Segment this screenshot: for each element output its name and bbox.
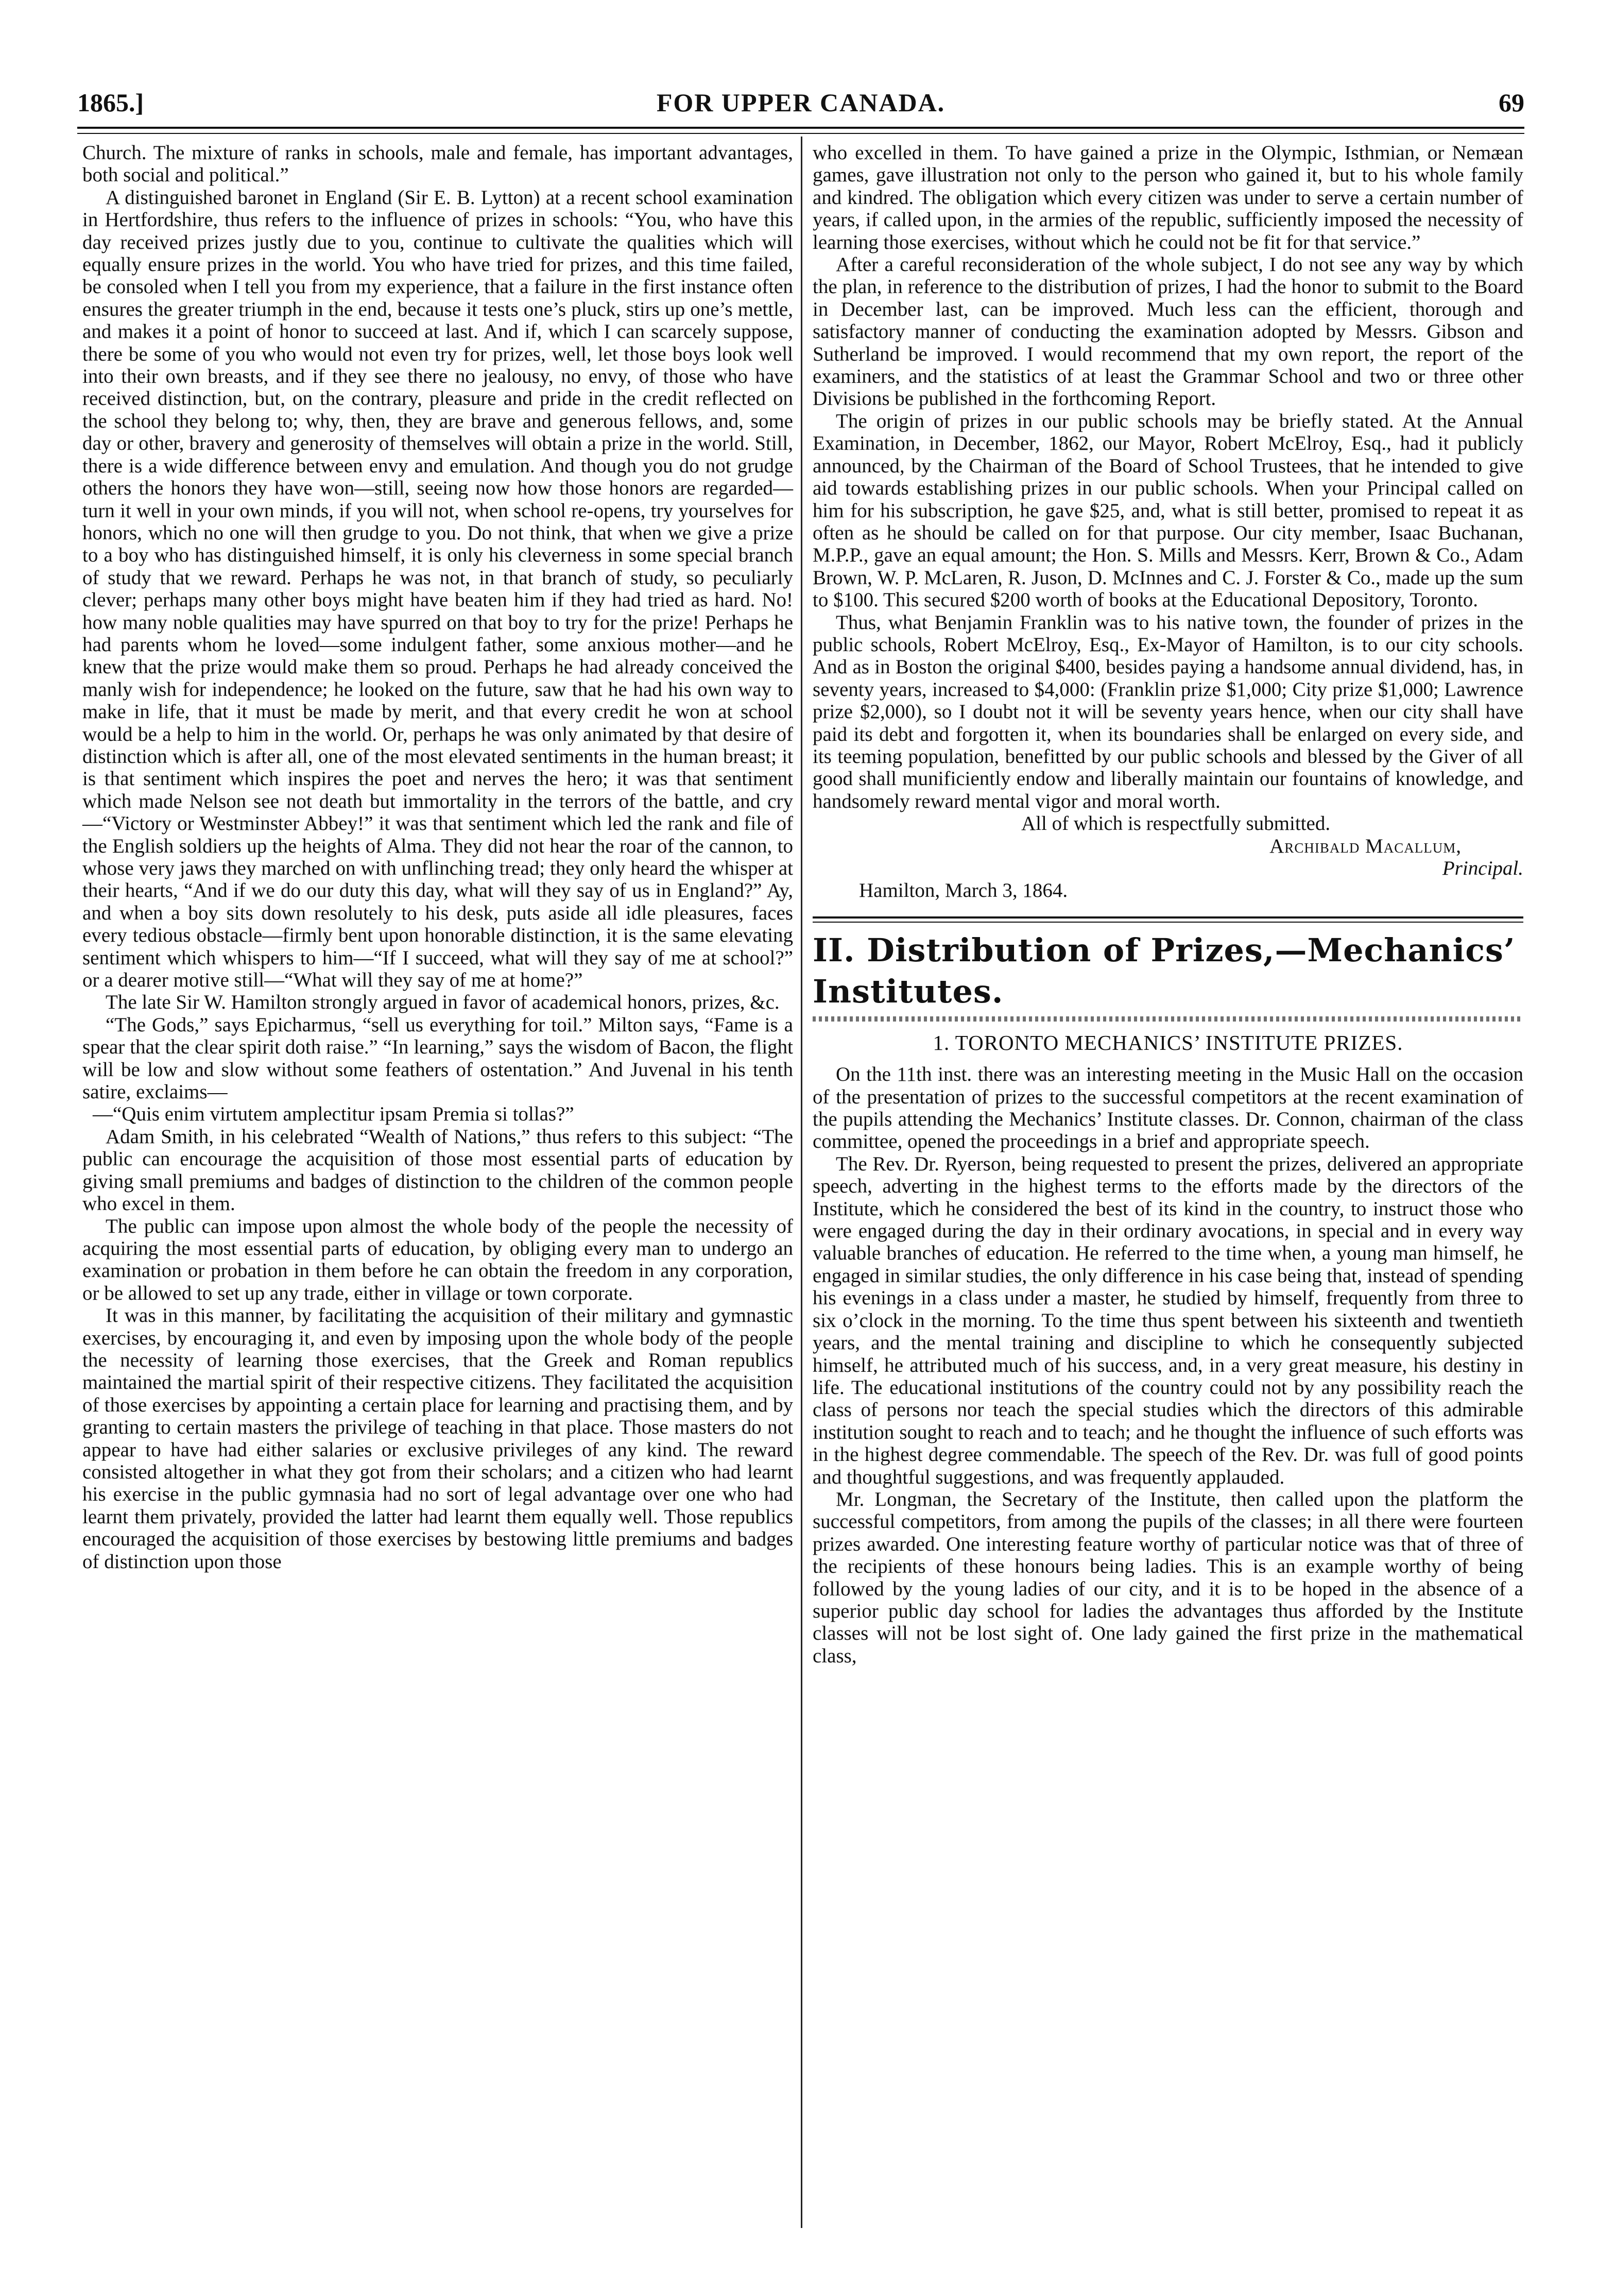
paragraph: A distinguished baronet in England (Sir E. B. Lytton) at a recent school examination in Hertfordshire, thus refers to the influence of prizes in schools: “You, who have this day received prizes justly due to you, continue to cultivate the qualities which will equally ensure prizes in the world. You who have tried for prizes, and this time failed, be consoled when I tell you from my experience, that a failure in the first instance often ensures the greater triumph in the end, because it tests one’s pluck, stirs up one’s mettle, and makes it a point of honor to succeed at last. And if, which I can scarcely suppose, there be some of you who would not even try for prizes, well, let those boys look well into their own breasts, and if they see there no jealousy, no envy, of those who have received distinction, but, on the contrary, pleasure and pride in the credit reflected on the school they belong to; why, then, they are brave and generous fellows, and, some day or other, bravery and generosity of themselves will obtain a prize in the world. Still, there is a wide difference between envy and emulation. And though you do not grudge others the honors they have won—still, seeing now how those honors are regarded—turn it well in your own minds, if you will not, when school re-opens, try yourselves for honors, which no one will then grudge to you. Do not think, that when we give a prize to a boy who has distinguished himself, it is only his cleverness in some special branch of study that we reward. Perhaps he was not, in that branch of study, so peculiarly clever; perhaps many other boys might have beaten him if they had tried as hard. No! how many noble qualities may have spurred on that boy to try for the prize! Perhaps he had parents whom he loved—some indulgent father, some anxious mother—and he knew that the prize would make them so proud. Perhaps he had already conceived the manly wish for independence; he looked on the future, saw that he had his own way to make in life, that it must be made by merit, and that every credit he won at school would be a help to him in the world. Or, perhaps he was only animated by that desire of distinction which is after all, one of the most elevated sentiments in the human breast; it is that sentiment which inspires the poet and nerves the hero; it was that sentiment which made Nelson see not death but immortality in the terrors of the battle, and cry—“Victory or Westminster Abbey!” it was that sentiment which led the rank and file of the English soldiers up the heights of Alma. They did not hear the roar of the cannon, to whose very jaws they marched on with unflinching tread; they only heard the whisper at their hearts, “And if we do our duty this day, what will they say of us in England?” Ay, and when a boy sits down resolutely to his desk, puts aside all idle pleasures, faces every tedious obstacle—firmly bent upon honorable distinction, it is the same elevating sentiment which whispers to him—“If I succeed, what will they say of me at school?” or a dearer motive still—“What will they say of me at home?” — [82, 186, 793, 992]
paragraph: After a careful reconsideration of the whole subject, I do not see any way by which the plan, in reference to the distribution of prizes, I had the honor to submit to the Board in December last, can be improved. Much less can the efficient, thorough and satisfactory manner of conducting the examination adopted by Messrs. Gibson and Sutherland be improved. I would recommend that my own report, the report of the examiners, and the statistics of at least the Grammar School and two or three other Divisions be published in the forthcoming Report. — [813, 253, 1523, 410]
closing-line: All of which is respectfully submitted. — [1021, 812, 1331, 835]
signature-name: Archibald Macallum, — [1269, 835, 1462, 857]
header-year: 1865.] — [77, 88, 144, 117]
header-rule-thin — [77, 133, 1524, 134]
section-rule-thin — [813, 922, 1523, 923]
header-title: FOR UPPER CANADA. — [656, 88, 946, 117]
paragraph: The late Sir W. Hamilton strongly argued in favor of academical honors, prizes, &c. — [106, 991, 780, 1014]
place-date: Hamilton, March 3, 1864. — [859, 879, 1068, 902]
paragraph: Thus, what Benjamin Franklin was to his native town, the founder of prizes in the public schools, Robert McElroy, Esq., Ex-Mayor of Hamilton, is to our city schools. And as in Boston the original $400, besides paying a handsome annual dividend, has, in seventy years, increased to $4,000: (Franklin prize $1,000; City prize $1,000; Lawrence prize $2,000), so I doubt not it will be seventy years hence, when our city shall have paid its debt and forgotten it, when its boundaries shall be enlarged on every side, and its teeming population, benefitted by our public schools and blessed by the Giver of all good shall munificiently endow and liberally maintain our fountains of knowledge, and handsomely reward mental vigor and moral worth. — [813, 611, 1523, 812]
header-rule — [77, 127, 1524, 129]
signature-title: Principal. — [1442, 857, 1523, 879]
page-number: 69 — [1499, 88, 1524, 117]
page-header — [77, 77, 1524, 118]
paragraph: “The Gods,” says Epicharmus, “sell us everything for toil.” Milton says, “Fame is a spear that the clear spirit doth raise.” “In learning,” says the wisdom of Bacon, the flight will be low and slow without some feathers of ostentation.” And Juvenal in his tenth satire, exclaims— — [82, 1013, 793, 1103]
sub-heading: 1. TORONTO MECHANICS’ INSTITUTE PRIZES. — [933, 1030, 1403, 1055]
right-column — [813, 142, 1523, 1667]
section-ornament — [813, 1016, 1523, 1022]
section-rule — [813, 916, 1523, 919]
paragraph: The public can impose upon almost the whole body of the people the necessity of acquiring the most essential parts of education, by obliging every man to undergo an examination or probation in them before he can obtain the freedom in any corporation, or be allowed to set up any trade, either in village or town corporate. — [82, 1215, 793, 1304]
left-column — [82, 142, 793, 1573]
paragraph: On the 11th inst. there was an interesting meeting in the Music Hall on the occasion of the presentation of prizes to the successful competitors at the recent examination of the pupils attending the Mechanics’ Institute classes. Dr. Connon, chairman of the class committee, opened the proceedings in a brief and appropriate speech. — [813, 1063, 1523, 1153]
paragraph: It was in this manner, by facilitating the acquisition of their military and gymnastic exercises, by encouraging it, and even by imposing upon the whole body of the people the necessity of learning those exercises, that the Greek and Roman republics maintained the martial spirit of their respective citizens. They facilitated the acquisition of those exercises by appointing a certain place for learning and practising them, and by granting to certain masters the privilege of teaching in that place. Those masters do not appear to have had either salaries or exclusive privileges of any kind. The reward consisted altogether in what they got from their scholars; and a citizen who had learnt his exercise in the public gymnasia had no sort of legal advantage over one who had learnt them privately, provided the latter had learnt them equally well. Those republics encouraged the acquisition of those exercises by bestowing little premiums and badges of distinction upon those — [82, 1304, 793, 1573]
paragraph: Mr. Longman, the Secretary of the Institute, then called upon the platform the successful competitors, from among the pupils of the classes; in all there were fourteen prizes awarded. One interesting feature worthy of particular notice was that of three of the recipients of these honours being ladies. This is an example worthy of being followed by the young ladies of our city, and it is to be hoped in the absence of a superior public day school for ladies the advantages thus afforded by the Institute classes will not be lost sight of. One lady gained the first prize in the mathematical class, — [813, 1488, 1523, 1667]
column-divider — [801, 137, 802, 2228]
paragraph: The origin of prizes in our public schools may be briefly stated. At the Annual Examination, in December, 1862, our Mayor, Robert McElroy, Esq., had it publicly announced, by the Chairman of the Board of School Trustees, that he intended to give aid towards establishing prizes in our public schools. When your Principal called on him for his subscription, he gave $25, and, what is still better, promised to repeat it as often as he should be called on for that purpose. Our city member, Isaac Buchanan, M.P.P., gave an equal amount; the Hon. S. Mills and Messrs. Kerr, Brown & Co., Adam Brown, W. P. McLaren, R. Juson, D. McInnes and C. J. Forster & Co., made up the sum to $100. This secured $200 worth of books at the Educational Depository, Toronto. — [813, 410, 1523, 611]
section-heading: II. Distribution of Prizes,—Mechanics’ Institutes. — [813, 931, 1516, 1010]
paragraph: Church. The mixture of ranks in schools, male and female, has important advantages, both social and political.” — [82, 142, 793, 186]
paragraph: Adam Smith, in his celebrated “Wealth of Nations,” thus refers to this subject: “The public can encourage the acquisition of those most essential parts of education by giving small premiums and badges of distinction to the children of the common people who excel in them. — [82, 1125, 793, 1215]
paragraph: who excelled in them. To have gained a prize in the Olympic, Isthmian, or Nemæan games, gave illustration not only to the person who gained it, but to his whole family and kindred. The obligation which every citizen was under to serve a certain number of years, if called upon, in the armies of the republic, sufficiently imposed the necessity of learning those exercises, without which he could not be fit for that service.” — [813, 142, 1523, 253]
latin-quote: —“Quis enim virtutem amplectitur ipsam Premia si tollas?” — [93, 1103, 574, 1126]
paragraph: The Rev. Dr. Ryerson, being requested to present the prizes, delivered an appropriate speech, adverting in the highest terms to the efforts made by the directors of the Institute, which he considered the best of its kind in the country, to instruct those who were engaged during the day in their ordinary avocations, in special and in every way valuable branches of education. He referred to the time when, a young man himself, he engaged in similar studies, the only difference in his case being that, instead of spending his evenings in a class under a master, he studied by himself, frequently from three to six o’clock in the morning. To the time thus spent between his sixteenth and twentieth years, and the mental training and discipline to which he consequently subjected himself, he attributed much of his success, and, in a very great measure, his destiny in life. The educational institutions of the country could not by any possibility reach the class of persons nor teach the special studies which the directors of this admirable institution sought to reach and to teach; and he thought the influence of such efforts was in the highest degree commendable. The speech of the Rev. Dr. was full of good points and thoughtful suggestions, and was frequently applauded. — [813, 1152, 1523, 1488]
